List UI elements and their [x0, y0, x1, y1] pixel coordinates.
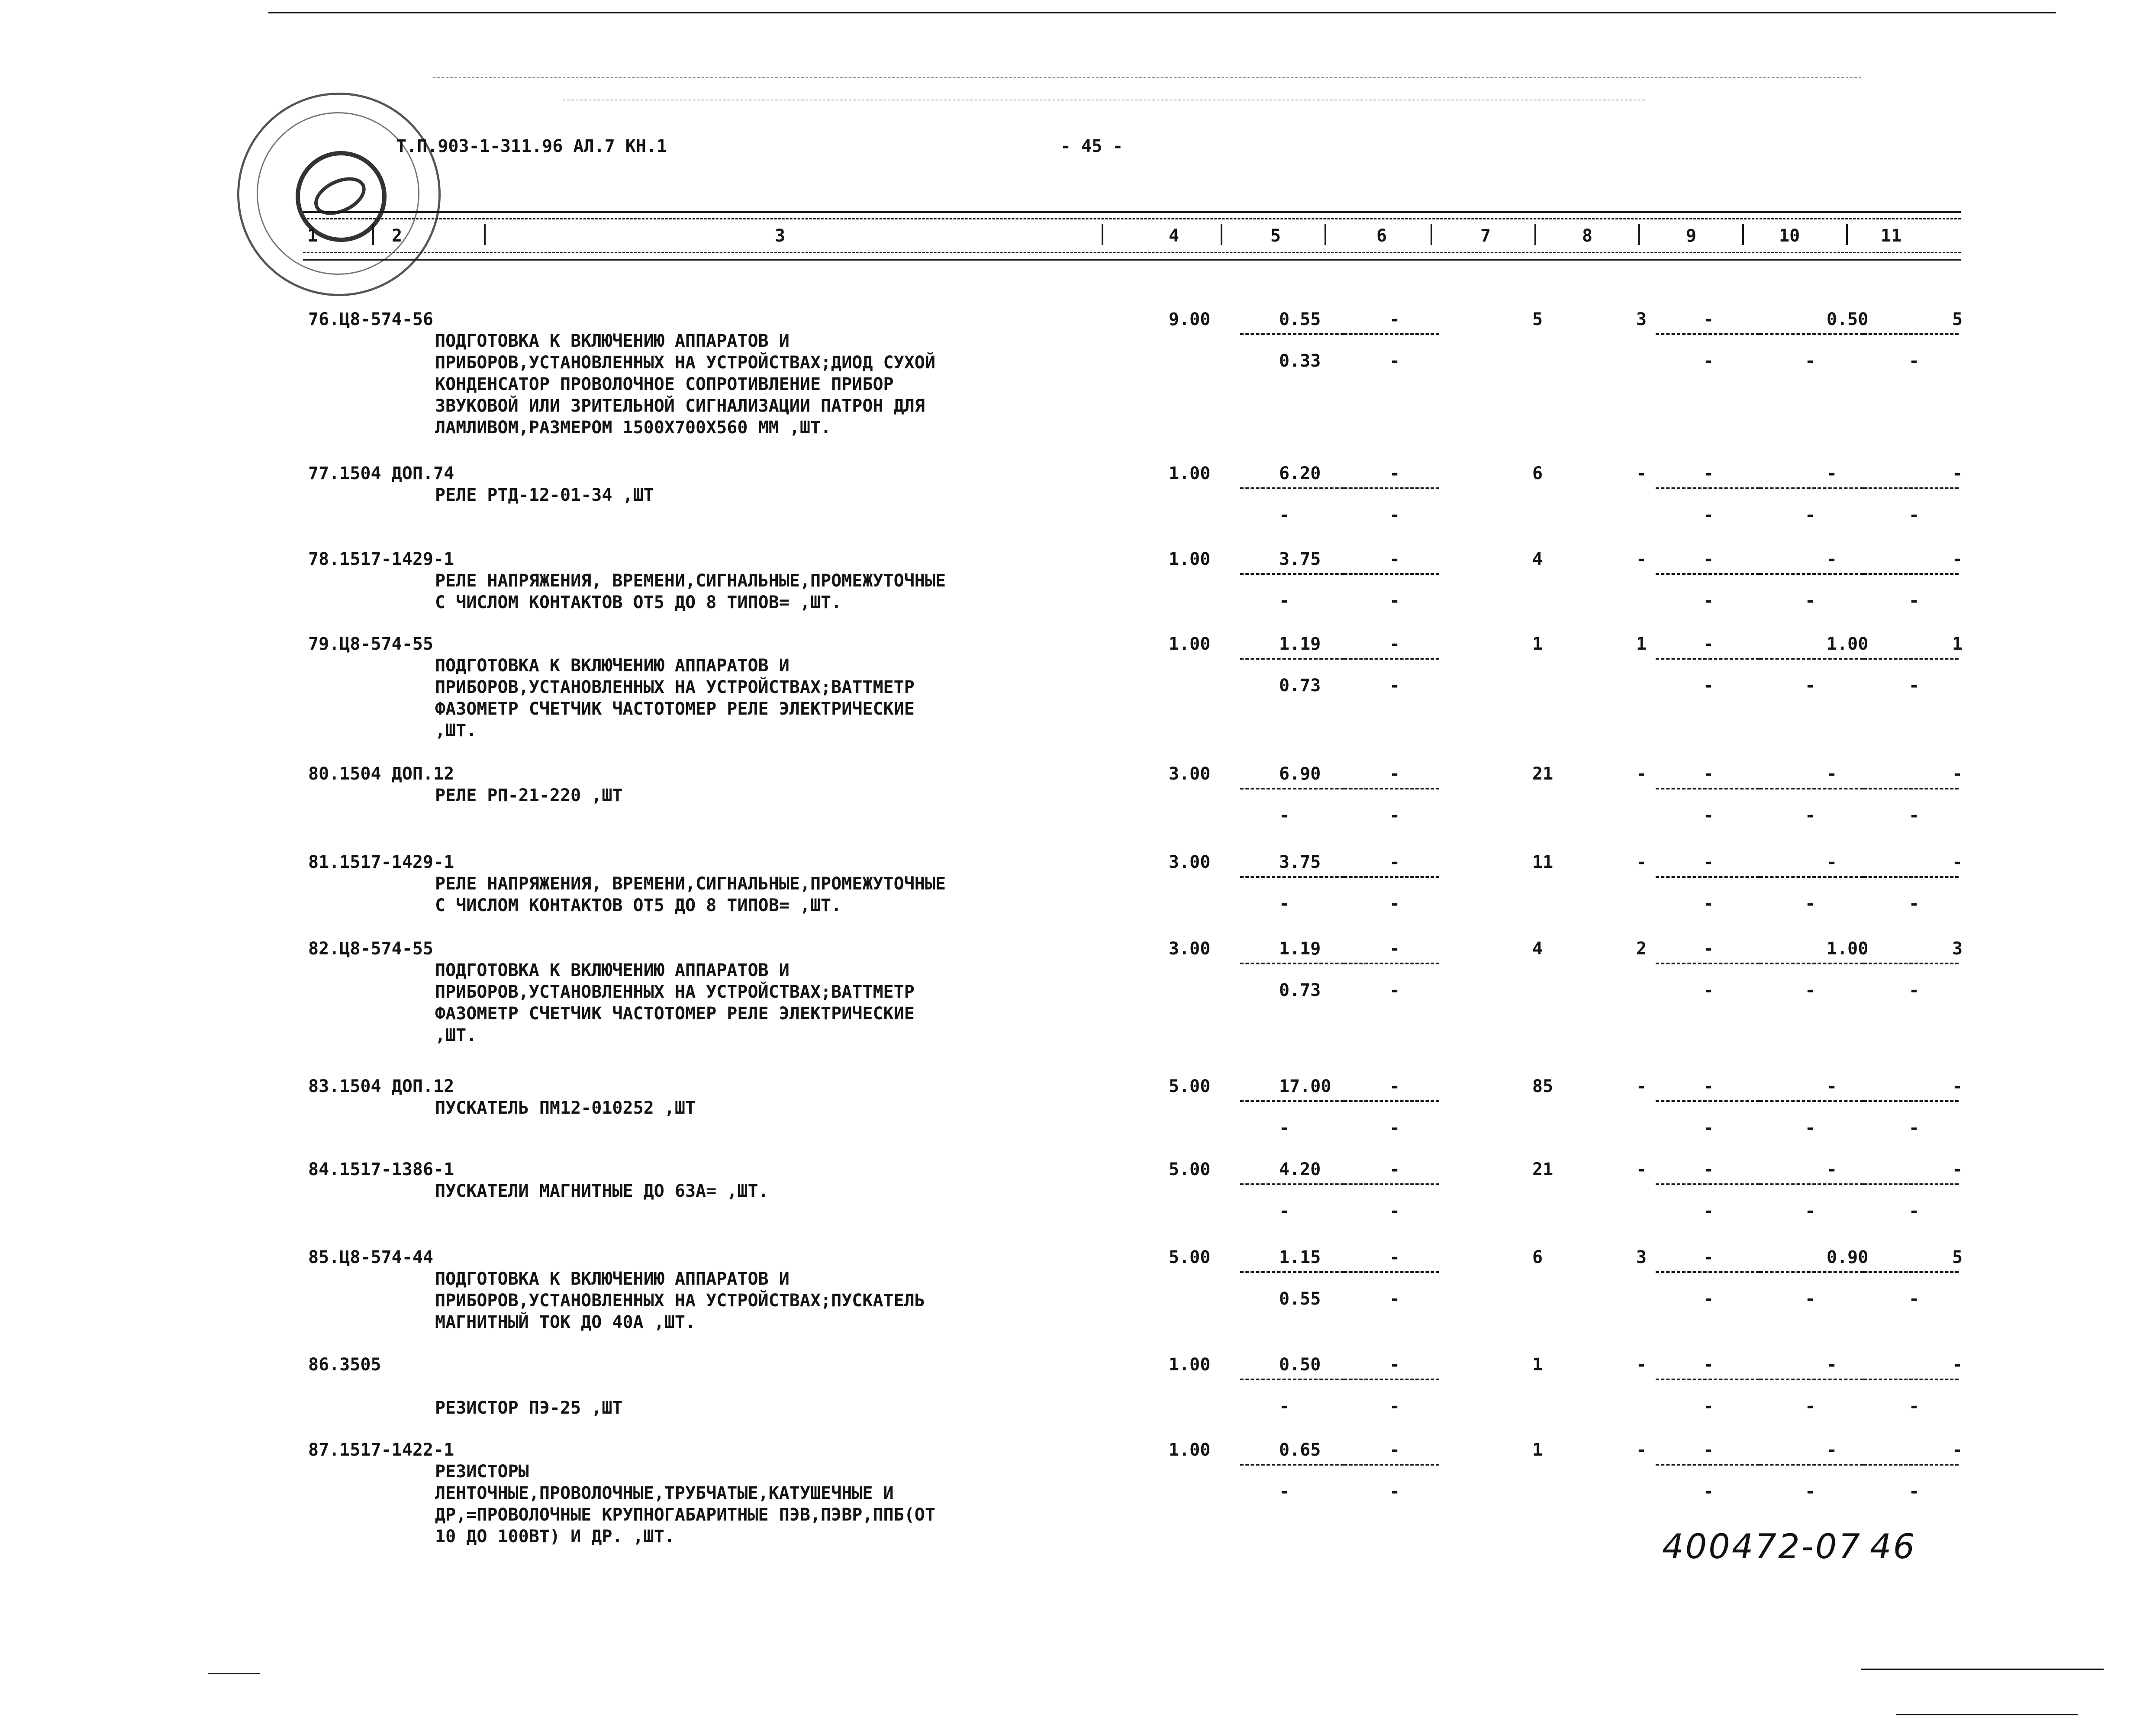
- cell-col8: -: [1636, 852, 1647, 872]
- cell-col9: -: [1703, 549, 1714, 569]
- cell-sub-c9: -: [1703, 1118, 1714, 1138]
- column-separator: [1325, 224, 1326, 245]
- cell-sub-c10: -: [1805, 1289, 1816, 1309]
- cell-col9: -: [1703, 939, 1714, 959]
- cell-sub-c9: -: [1703, 1289, 1714, 1309]
- row-description-line: РЕЛЕ РП-21-220 ,ШТ: [435, 786, 623, 806]
- cell-col9: -: [1703, 1355, 1714, 1375]
- cell-sub-c11: -: [1909, 1118, 1920, 1138]
- cell-col7: 21: [1532, 764, 1553, 784]
- cell-col7: 6: [1532, 464, 1543, 483]
- cell-underline: [1344, 1183, 1439, 1185]
- cell-underline: [1656, 963, 1760, 964]
- cell-underline: [1656, 1100, 1760, 1102]
- cell-sub-c6: -: [1389, 980, 1400, 1000]
- cell-sub-c11: -: [1909, 351, 1920, 371]
- cell-col9: -: [1703, 634, 1714, 654]
- cell-sub-c6: -: [1389, 1396, 1400, 1416]
- cell-underline: [1240, 1100, 1344, 1102]
- row-description-line: РЕЛЕ НАПРЯЖЕНИЯ, ВРЕМЕНИ,СИГНАЛЬНЫЕ,ПРОМЕЖУТОЧНЫЕ: [435, 874, 946, 894]
- cell-underline: [1760, 1183, 1863, 1185]
- cell-col11: -: [1952, 1076, 1963, 1096]
- column-header-4: 4: [1169, 226, 1180, 246]
- row-description-line: РЕЗИСТОРЫ: [435, 1462, 529, 1482]
- row-code: 78.1517-1429-1: [308, 549, 454, 569]
- cell-underline: [1760, 573, 1863, 575]
- cell-col5: 0.50: [1279, 1355, 1321, 1375]
- cell-sub-c6: -: [1389, 1118, 1400, 1138]
- cell-col7: 1: [1532, 634, 1543, 654]
- cell-underline: [1344, 1464, 1439, 1466]
- row-description-line: ПРИБОРОВ,УСТАНОВЛЕННЫХ НА УСТРОЙСТВАХ;ВАТТМЕТР: [435, 677, 915, 697]
- cell-underline: [1656, 788, 1760, 789]
- cell-col10: -: [1827, 1160, 1837, 1179]
- cell-col6: -: [1389, 1440, 1400, 1460]
- cell-col9: -: [1703, 764, 1714, 784]
- cell-sub-c10: -: [1805, 980, 1816, 1000]
- column-separator: [1742, 224, 1744, 245]
- cell-col8: 3: [1636, 1247, 1647, 1267]
- column-separator: [1638, 224, 1640, 245]
- row-code: 76.Ц8-574-56: [308, 309, 433, 329]
- row-description-line: 10 ДО 100ВТ) И ДР. ,ШТ.: [435, 1527, 675, 1547]
- row-description-line: ПУСКАТЕЛЬ ПМ12-010252 ,ШТ: [435, 1098, 696, 1118]
- cell-sub-c11: -: [1909, 894, 1920, 914]
- cell-sub-c6: -: [1389, 1289, 1400, 1309]
- cell-col5: 3.75: [1279, 852, 1321, 872]
- cell-col11: -: [1952, 764, 1963, 784]
- cell-underline: [1863, 1379, 1959, 1380]
- row-description-line: С ЧИСЛОМ КОНТАКТОВ ОТ5 ДО 8 ТИПОВ= ,ШТ.: [435, 896, 842, 915]
- cell-col5: 4.20: [1279, 1160, 1321, 1179]
- cell-col11: -: [1952, 852, 1963, 872]
- cell-sub-c9: -: [1703, 806, 1714, 825]
- cell-underline: [1760, 1464, 1863, 1466]
- cell-sub-c6: -: [1389, 351, 1400, 371]
- cell-underline: [1240, 1183, 1344, 1185]
- cell-col5: 1.19: [1279, 634, 1321, 654]
- cell-sub-c5: 0.73: [1279, 980, 1321, 1000]
- scan-noise-line: [1861, 1669, 2104, 1670]
- cell-col4: 3.00: [1169, 764, 1211, 784]
- cell-underline: [1863, 487, 1959, 489]
- row-code: 77.1504 ДОП.74: [308, 464, 454, 483]
- cell-col4: 1.00: [1169, 549, 1211, 569]
- row-description-line: РЕЛЕ НАПРЯЖЕНИЯ, ВРЕМЕНИ,СИГНАЛЬНЫЕ,ПРОМЕЖУТОЧНЫЕ: [435, 571, 946, 591]
- row-description-line: ПОДГОТОВКА К ВКЛЮЧЕНИЮ АППАРАТОВ И: [435, 960, 790, 980]
- cell-col4: 9.00: [1169, 309, 1211, 329]
- row-description-line: ПРИБОРОВ,УСТАНОВЛЕННЫХ НА УСТРОЙСТВАХ;ВАТТМЕТР: [435, 982, 915, 1002]
- cell-col4: 3.00: [1169, 939, 1211, 959]
- cell-underline: [1760, 876, 1863, 878]
- cell-col10: 0.90: [1827, 1247, 1869, 1267]
- cell-sub-c10: -: [1805, 1118, 1816, 1138]
- cell-col8: -: [1636, 1076, 1647, 1096]
- cell-col11: -: [1952, 549, 1963, 569]
- row-description-line: ЛАМЛИВОМ,РАЗМЕРОМ 1500Х700Х560 ММ ,ШТ.: [435, 418, 831, 438]
- cell-col4: 3.00: [1169, 852, 1211, 872]
- cell-underline: [1760, 487, 1863, 489]
- row-code: 86.3505: [308, 1355, 381, 1375]
- cell-col6: -: [1389, 464, 1400, 483]
- cell-sub-c5: -: [1279, 591, 1290, 611]
- cell-underline: [1344, 788, 1439, 789]
- cell-col5: 3.75: [1279, 549, 1321, 569]
- cell-underline: [1240, 487, 1344, 489]
- cell-col8: -: [1636, 1160, 1647, 1179]
- cell-col6: -: [1389, 1355, 1400, 1375]
- page-number: - 45 -: [1060, 136, 1123, 156]
- cell-col7: 4: [1532, 549, 1543, 569]
- cell-sub-c10: -: [1805, 1201, 1816, 1221]
- cell-underline: [1760, 1100, 1863, 1102]
- cell-underline: [1240, 788, 1344, 789]
- cell-sub-c9: -: [1703, 894, 1714, 914]
- cell-underline: [1344, 1271, 1439, 1273]
- cell-col5: 6.90: [1279, 764, 1321, 784]
- column-header-3: 3: [775, 226, 786, 246]
- cell-sub-c6: -: [1389, 1482, 1400, 1501]
- cell-underline: [1656, 333, 1760, 335]
- cell-underline: [1656, 1464, 1760, 1466]
- column-separator: [484, 224, 486, 245]
- cell-sub-c9: -: [1703, 980, 1714, 1000]
- row-description-line: РЕЗИСТОР ПЭ-25 ,ШТ: [435, 1398, 623, 1418]
- cell-col8: -: [1636, 1355, 1647, 1375]
- column-header-11: 11: [1881, 226, 1902, 246]
- cell-sub-c11: -: [1909, 676, 1920, 696]
- row-description-line: ФАЗОМЕТР СЧЕТЧИК ЧАСТОТОМЕР РЕЛЕ ЭЛЕКТРИЧЕСКИЕ: [435, 1004, 915, 1024]
- cell-col7: 4: [1532, 939, 1543, 959]
- cell-underline: [1863, 1271, 1959, 1273]
- cell-col10: 1.00: [1827, 939, 1869, 959]
- cell-col10: -: [1827, 464, 1837, 483]
- cell-sub-c10: -: [1805, 806, 1816, 825]
- cell-sub-c9: -: [1703, 505, 1714, 525]
- cell-underline: [1240, 333, 1344, 335]
- row-code: 79.Ц8-574-55: [308, 634, 433, 654]
- cell-col9: -: [1703, 1076, 1714, 1096]
- cell-col10: 0.50: [1827, 309, 1869, 329]
- cell-sub-c6: -: [1389, 894, 1400, 914]
- cell-underline: [1656, 658, 1760, 660]
- cell-underline: [1656, 876, 1760, 878]
- cell-underline: [1863, 1183, 1959, 1185]
- cell-underline: [1656, 1183, 1760, 1185]
- cell-col6: -: [1389, 939, 1400, 959]
- cell-sub-c5: 0.33: [1279, 351, 1321, 371]
- cell-col5: 0.55: [1279, 309, 1321, 329]
- column-header-2: 2: [392, 226, 403, 246]
- cell-underline: [1240, 1379, 1344, 1380]
- cell-underline: [1344, 333, 1439, 335]
- cell-underline: [1760, 788, 1863, 789]
- cell-underline: [1344, 573, 1439, 575]
- cell-underline: [1760, 963, 1863, 964]
- cell-sub-c11: -: [1909, 806, 1920, 825]
- cell-sub-c10: -: [1805, 1482, 1816, 1501]
- cell-underline: [1760, 658, 1863, 660]
- cell-underline: [1656, 573, 1760, 575]
- cell-col4: 1.00: [1169, 1355, 1211, 1375]
- column-header-6: 6: [1376, 226, 1387, 246]
- cell-underline: [1760, 1271, 1863, 1273]
- cell-col7: 6: [1532, 1247, 1543, 1267]
- cell-sub-c9: -: [1703, 676, 1714, 696]
- cell-col9: -: [1703, 1440, 1714, 1460]
- cell-underline: [1760, 333, 1863, 335]
- cell-col10: -: [1827, 764, 1837, 784]
- cell-sub-c11: -: [1909, 1396, 1920, 1416]
- column-separator: [1102, 224, 1103, 245]
- scan-noise-line: [208, 1673, 260, 1674]
- row-code: 85.Ц8-574-44: [308, 1247, 433, 1267]
- row-code: 80.1504 ДОП.12: [308, 764, 454, 784]
- row-description-line: ПОДГОТОВКА К ВКЛЮЧЕНИЮ АППАРАТОВ И: [435, 331, 790, 351]
- cell-col10: -: [1827, 1440, 1837, 1460]
- cell-col6: -: [1389, 549, 1400, 569]
- cell-sub-c6: -: [1389, 505, 1400, 525]
- cell-sub-c9: -: [1703, 1482, 1714, 1501]
- cell-sub-c11: -: [1909, 1482, 1920, 1501]
- cell-col6: -: [1389, 634, 1400, 654]
- cell-col7: 5: [1532, 309, 1543, 329]
- cell-sub-c6: -: [1389, 591, 1400, 611]
- cell-sub-c5: -: [1279, 1396, 1290, 1416]
- cell-col4: 1.00: [1169, 634, 1211, 654]
- cell-col11: 5: [1952, 309, 1963, 329]
- cell-col9: -: [1703, 1247, 1714, 1267]
- row-description-line: ЛЕНТОЧНЫЕ,ПРОВОЛОЧНЫЕ,ТРУБЧАТЫЕ,КАТУШЕЧНЫЕ И: [435, 1483, 894, 1503]
- cell-sub-c11: -: [1909, 505, 1920, 525]
- cell-underline: [1656, 487, 1760, 489]
- cell-sub-c6: -: [1389, 806, 1400, 825]
- cell-col11: 3: [1952, 939, 1963, 959]
- row-description-line: ПОДГОТОВКА К ВКЛЮЧЕНИЮ АППАРАТОВ И: [435, 1269, 790, 1289]
- row-description-line: КОНДЕНСАТОР ПРОВОЛОЧНОЕ СОПРОТИВЛЕНИЕ ПРИБОР: [435, 374, 894, 394]
- cell-col7: 85: [1532, 1076, 1553, 1096]
- cell-col4: 1.00: [1169, 1440, 1211, 1460]
- cell-underline: [1656, 1271, 1760, 1273]
- cell-col4: 5.00: [1169, 1076, 1211, 1096]
- cell-underline: [1656, 1379, 1760, 1380]
- scan-noise-line: [1896, 1714, 2078, 1715]
- cell-sub-c11: -: [1909, 1201, 1920, 1221]
- cell-sub-c10: -: [1805, 1396, 1816, 1416]
- cell-underline: [1240, 658, 1344, 660]
- cell-sub-c10: -: [1805, 505, 1816, 525]
- row-description-line: РЕЛЕ РТД-12-01-34 ,ШТ: [435, 485, 654, 505]
- row-description-line: ПУСКАТЕЛИ МАГНИТНЫЕ ДО 63А= ,ШТ.: [435, 1181, 769, 1201]
- column-header-9: 9: [1686, 226, 1697, 246]
- cell-col9: -: [1703, 1160, 1714, 1179]
- cell-underline: [1344, 658, 1439, 660]
- cell-sub-c11: -: [1909, 1289, 1920, 1309]
- row-description-line: С ЧИСЛОМ КОНТАКТОВ ОТ5 ДО 8 ТИПОВ= ,ШТ.: [435, 593, 842, 612]
- cell-col6: -: [1389, 852, 1400, 872]
- cell-sub-c10: -: [1805, 676, 1816, 696]
- cell-sub-c5: 0.73: [1279, 676, 1321, 696]
- row-code: 82.Ц8-574-55: [308, 939, 433, 959]
- cell-col11: -: [1952, 1160, 1963, 1179]
- cell-underline: [1240, 1464, 1344, 1466]
- cell-col9: -: [1703, 852, 1714, 872]
- top-edge-line: [268, 12, 2056, 13]
- column-separator: [372, 224, 374, 245]
- cell-sub-c6: -: [1389, 1201, 1400, 1221]
- cell-sub-c10: -: [1805, 591, 1816, 611]
- cell-underline: [1344, 963, 1439, 964]
- cell-col10: 1.00: [1827, 634, 1869, 654]
- column-separator: [1221, 224, 1222, 245]
- row-description-line: ПРИБОРОВ,УСТАНОВЛЕННЫХ НА УСТРОЙСТВАХ;ПУСКАТЕЛЬ: [435, 1291, 925, 1311]
- cell-col8: 2: [1636, 939, 1647, 959]
- cell-col5: 6.20: [1279, 464, 1321, 483]
- cell-sub-c11: -: [1909, 591, 1920, 611]
- row-description-line: ЗВУКОВОЙ ИЛИ ЗРИТЕЛЬНОЙ СИГНАЛИЗАЦИИ ПАТРОН ДЛЯ: [435, 396, 925, 416]
- scan-noise-line: [433, 77, 1861, 78]
- cell-underline: [1863, 658, 1959, 660]
- cell-col9: -: [1703, 464, 1714, 483]
- row-description-line: ПОДГОТОВКА К ВКЛЮЧЕНИЮ АППАРАТОВ И: [435, 656, 790, 676]
- cell-sub-c5: -: [1279, 1201, 1290, 1221]
- column-header-5: 5: [1270, 226, 1281, 246]
- header-bottom-rule-2: [303, 252, 1961, 253]
- cell-col10: -: [1827, 1355, 1837, 1375]
- cell-col11: -: [1952, 1440, 1963, 1460]
- cell-col8: -: [1636, 549, 1647, 569]
- cell-sub-c5: -: [1279, 894, 1290, 914]
- cell-underline: [1240, 963, 1344, 964]
- row-description-line: МАГНИТНЫЙ ТОК ДО 40А ,ШТ.: [435, 1312, 696, 1332]
- cell-col11: 1: [1952, 634, 1963, 654]
- cell-col6: -: [1389, 309, 1400, 329]
- row-code: 81.1517-1429-1: [308, 852, 454, 872]
- cell-sub-c11: -: [1909, 980, 1920, 1000]
- cell-sub-c5: -: [1279, 1118, 1290, 1138]
- cell-underline: [1863, 788, 1959, 789]
- cell-sub-c5: 0.55: [1279, 1289, 1321, 1309]
- column-separator: [1431, 224, 1432, 245]
- cell-col8: 3: [1636, 309, 1647, 329]
- row-code: 87.1517-1422-1: [308, 1440, 454, 1460]
- cell-col11: -: [1952, 1355, 1963, 1375]
- row-code: 84.1517-1386-1: [308, 1160, 454, 1179]
- cell-underline: [1863, 1100, 1959, 1102]
- cell-col6: -: [1389, 1160, 1400, 1179]
- cell-col4: 5.00: [1169, 1247, 1211, 1267]
- cell-underline: [1240, 573, 1344, 575]
- cell-sub-c9: -: [1703, 351, 1714, 371]
- column-header-7: 7: [1480, 226, 1491, 246]
- cell-sub-c5: -: [1279, 806, 1290, 825]
- cell-col5: 1.15: [1279, 1247, 1321, 1267]
- cell-sub-c5: -: [1279, 505, 1290, 525]
- cell-col9: -: [1703, 309, 1714, 329]
- header-bottom-rule: [303, 259, 1961, 261]
- cell-col11: 5: [1952, 1247, 1963, 1267]
- cell-underline: [1344, 1100, 1439, 1102]
- cell-col7: 11: [1532, 852, 1553, 872]
- cell-sub-c9: -: [1703, 591, 1714, 611]
- row-description-line: ПРИБОРОВ,УСТАНОВЛЕННЫХ НА УСТРОЙСТВАХ;ДИОД СУХОЙ: [435, 353, 935, 373]
- row-description-line: ФАЗОМЕТР СЧЕТЧИК ЧАСТОТОМЕР РЕЛЕ ЭЛЕКТРИЧЕСКИЕ: [435, 699, 915, 719]
- cell-col4: 1.00: [1169, 464, 1211, 483]
- cell-col7: 1: [1532, 1355, 1543, 1375]
- row-description-line: ,ШТ.: [435, 721, 477, 741]
- cell-underline: [1863, 963, 1959, 964]
- column-separator: [1846, 224, 1848, 245]
- cell-col10: -: [1827, 1076, 1837, 1096]
- cell-underline: [1344, 487, 1439, 489]
- cell-col8: -: [1636, 1440, 1647, 1460]
- cell-col10: -: [1827, 549, 1837, 569]
- cell-sub-c10: -: [1805, 894, 1816, 914]
- row-code: 83.1504 ДОП.12: [308, 1076, 454, 1096]
- cell-underline: [1863, 876, 1959, 878]
- cell-col7: 1: [1532, 1440, 1543, 1460]
- round-stamp: [237, 93, 441, 296]
- cell-col6: -: [1389, 1076, 1400, 1096]
- cell-underline: [1240, 876, 1344, 878]
- cell-underline: [1344, 876, 1439, 878]
- cell-col4: 5.00: [1169, 1160, 1211, 1179]
- cell-col5: 1.19: [1279, 939, 1321, 959]
- cell-col6: -: [1389, 764, 1400, 784]
- cell-col5: 17.00: [1279, 1076, 1331, 1096]
- handwritten-sheet-number: 46: [1870, 1527, 1917, 1566]
- cell-col6: -: [1389, 1247, 1400, 1267]
- cell-underline: [1344, 1379, 1439, 1380]
- cell-underline: [1863, 1464, 1959, 1466]
- cell-sub-c5: -: [1279, 1482, 1290, 1501]
- document-reference: Т.П.903-1-311.96 АЛ.7 КН.1: [396, 136, 667, 156]
- cell-sub-c9: -: [1703, 1201, 1714, 1221]
- column-header-10: 10: [1779, 226, 1800, 246]
- cell-col10: -: [1827, 852, 1837, 872]
- cell-underline: [1240, 1271, 1344, 1273]
- header-top-rule: [303, 211, 1961, 213]
- column-header-1: 1: [307, 226, 318, 246]
- cell-sub-c9: -: [1703, 1396, 1714, 1416]
- row-description-line: ,ШТ.: [435, 1025, 477, 1045]
- cell-underline: [1760, 1379, 1863, 1380]
- cell-col7: 21: [1532, 1160, 1553, 1179]
- handwritten-inventory-number: 400472-07: [1662, 1527, 1862, 1566]
- cell-col8: -: [1636, 764, 1647, 784]
- cell-underline: [1863, 333, 1959, 335]
- column-separator: [1534, 224, 1536, 245]
- cell-col8: -: [1636, 464, 1647, 483]
- cell-col5: 0.65: [1279, 1440, 1321, 1460]
- header-top-rule-2: [303, 218, 1961, 219]
- cell-sub-c10: -: [1805, 351, 1816, 371]
- column-header-8: 8: [1582, 226, 1593, 246]
- cell-underline: [1863, 573, 1959, 575]
- cell-sub-c6: -: [1389, 676, 1400, 696]
- cell-col11: -: [1952, 464, 1963, 483]
- cell-col8: 1: [1636, 634, 1647, 654]
- row-description-line: ДР,=ПРОВОЛОЧНЫЕ КРУПНОГАБАРИТНЫЕ ПЭВ,ПЭВР,ППБ(ОТ: [435, 1505, 935, 1525]
